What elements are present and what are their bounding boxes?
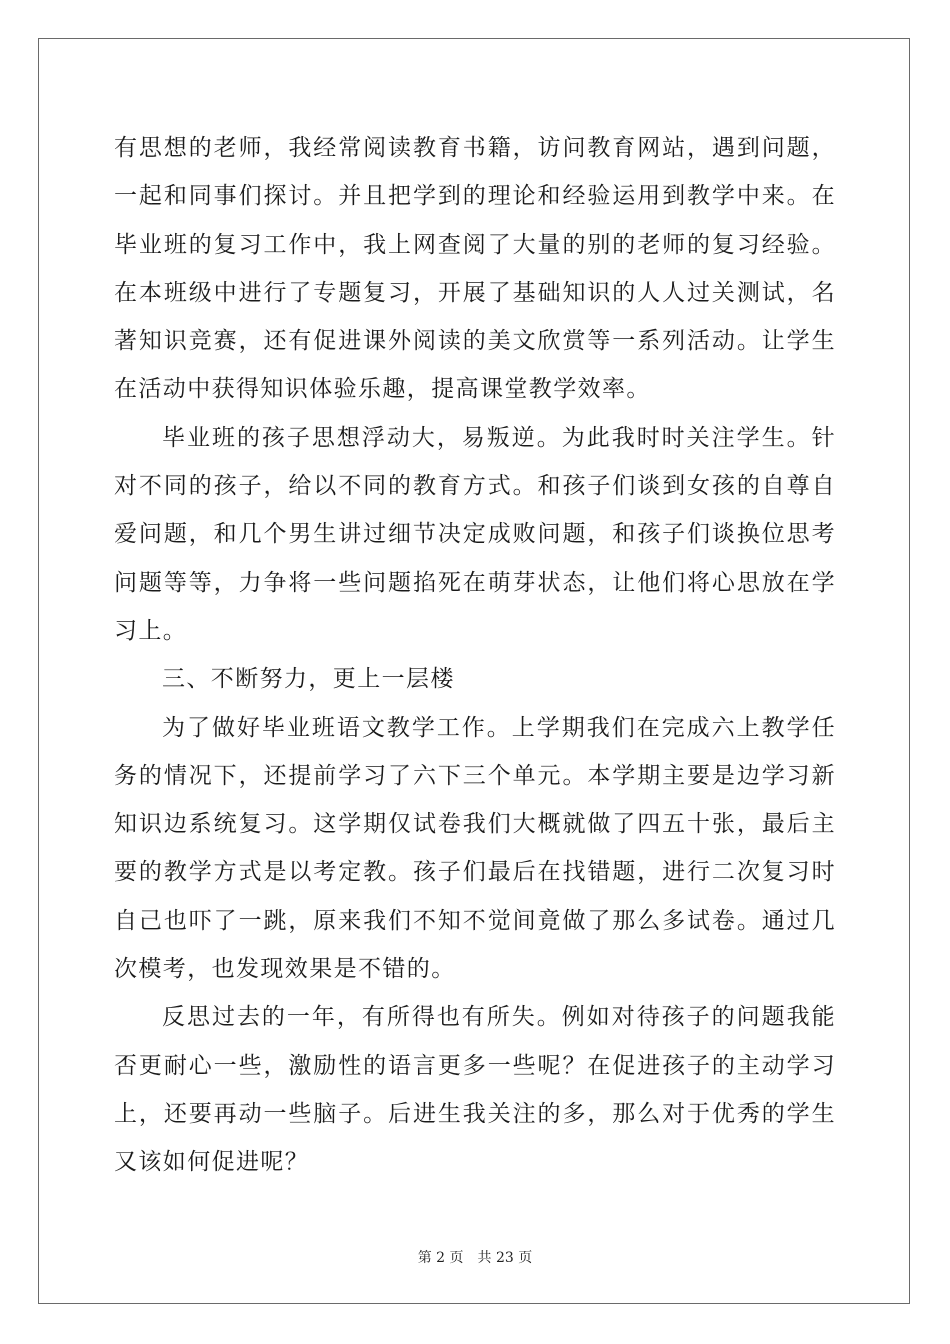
paragraph: 为了做好毕业班语文教学工作。上学期我们在完成六上教学任务的情况下，还提前学习了六下三个单元。本学期主要是边学习新知识边系统复习。这学期仅试卷我们大概就做了四五十张，最后主要的教学方式是以考定教。孩子们最后在找错题，进行二次复习时自己也吓了一跳，原来我们不知不觉间竟做了那么多试卷。通过几次模考，也发现效果是不错的。 xyxy=(114,714,836,983)
paragraph: 毕业班的孩子思想浮动大，易叛逆。为此我时时关注学生。针对不同的孩子，给以不同的教育方式。和孩子们谈到女孩的自尊自爱问题，和几个男生讲过细节决定成败问题，和孩子们谈换位思考问题等等，力争将一些问题掐死在萌芽状态，让他们将心思放在学习上。 xyxy=(114,424,836,644)
section-heading: 三、不断努力，更上一层楼 xyxy=(162,666,455,693)
document-body xyxy=(114,124,836,1187)
page-total: 共 23 页 xyxy=(477,1250,533,1266)
page-number: 第 2 页 xyxy=(417,1250,464,1266)
page-footer xyxy=(0,1247,950,1267)
paragraph: 反思过去的一年，有所得也有所失。例如对待孩子的问题我能否更耐心一些，激励性的语言更多一些呢？在促进孩子的主动学习上，还要再动一些脑子。后进生我关注的多，那么对于优秀的学生又该如何促进呢？ xyxy=(114,1004,836,1176)
paragraph: 有思想的老师，我经常阅读教育书籍，访问教育网站，遇到问题，一起和同事们探讨。并且把学到的理论和经验运用到教学中来。在毕业班的复习工作中，我上网查阅了大量的别的老师的复习经验。在本班级中进行了专题复习，开展了基础知识的人人过关测试，名著知识竞赛，还有促进课外阅读的美文欣赏等一系列活动。让学生在活动中获得知识体验乐趣，提高课堂教学效率。 xyxy=(114,135,836,403)
